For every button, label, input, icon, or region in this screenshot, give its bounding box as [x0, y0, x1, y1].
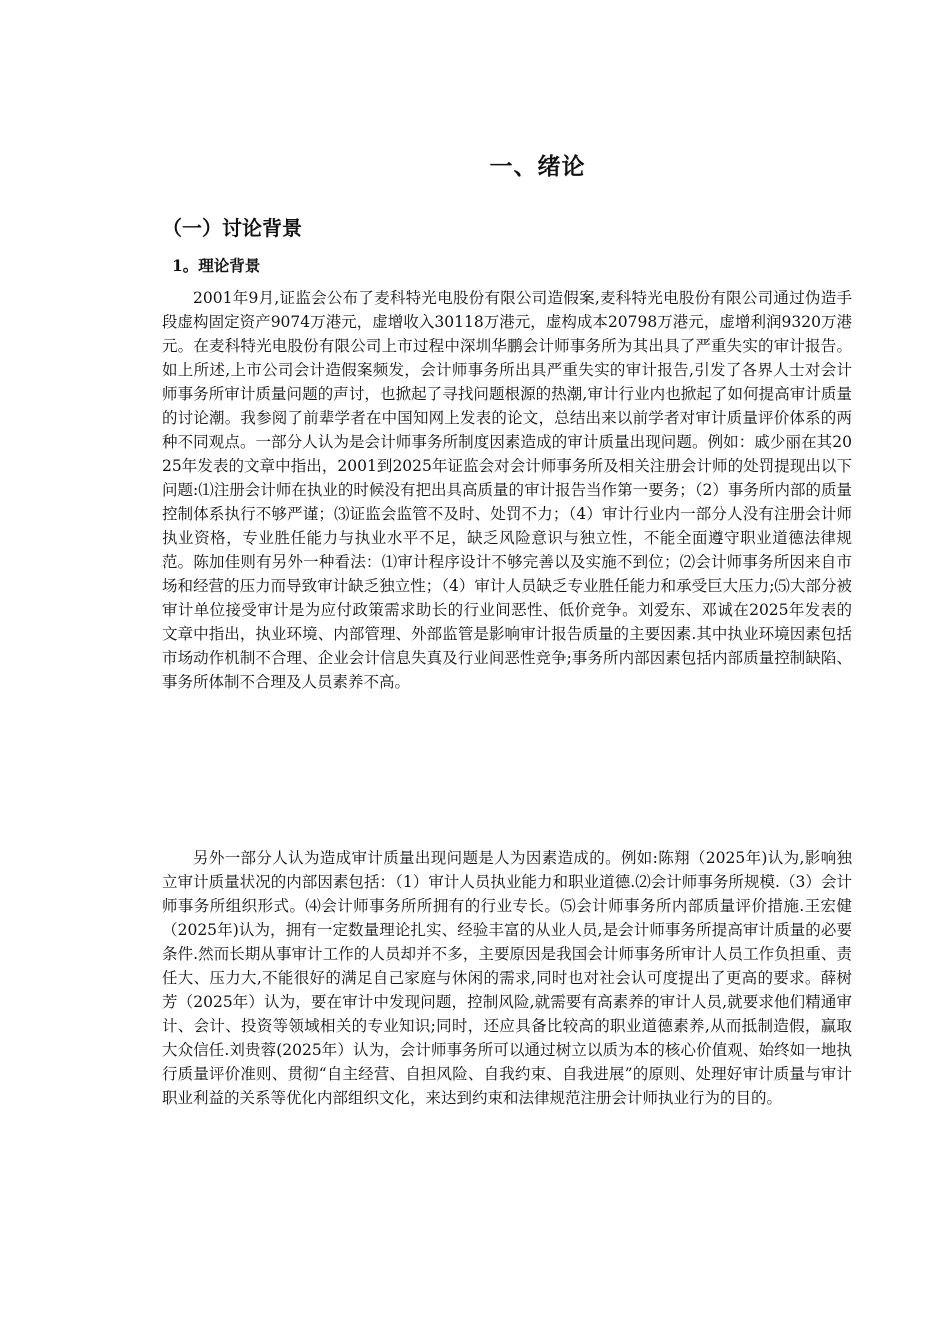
- chapter-title: 一、绪论: [489, 153, 586, 180]
- section-title: （一）讨论背景: [162, 216, 302, 240]
- body-paragraph-1: 2001年9月,证监会公布了麦科特光电股份有限公司造假案,麦科特光电股份有限公司通过伪造手段虚构固定资产9074万港元，虚增收入30118万港元，虚构成本20798万港元，虚增利润9320万港元。在麦科特光电股份有限公司上市过程中深圳华鹏会计师事务所为其出具了严重失实的审计报告。如上所述,上市公司会计造假案频发，会计师事务所出具严重失实的审计报告,引发了各界人士对会计师事务所审计质量问题的声讨，也掀起了寻找问题根源的热潮,审计行业内也掀起了如何提高审计质量的讨论潮。我参阅了前辈学者在中国知网上发表的论文，总结出来以前学者对审计质量评价体系的两种不同观点。一部分人认为是会计师事务所制度因素造成的审计质量出现问题。例如：戚少丽在其2025年发表的文章中指出，2001到2025年证监会对会计师事务所及相关注册会计师的处罚提现出以下问题:⑴注册会计师在执业的时候没有把出具高质量的审计报告当作第一要务；（2）事务所内部的质量控制体系执行不够严谨；⑶证监会监管不及时、处罚不力；（4）审计行业内一部分人没有注册会计师执业资格，专业胜任能力与执业水平不足，缺乏风险意识与独立性，不能全面遵守职业道德法律规范。陈加佳则有另外一种看法：⑴审计程序设计不够完善以及实施不到位；⑵会计师事务所因来自市场和经营的压力而导致审计缺乏独立性；（4）审计人员缺乏专业胜任能力和承受巨大压力;⑸大部分被审计单位接受审计是为应付政策需求助长的行业间恶性、低价竞争。刘爱东、邓诚在2025年发表的文章中指出，执业环境、内部管理、外部监管是影响审计报告质量的主要因素.其中执业环境因素包括市场动作机制不合理、企业会计信息失真及行业间恶性竞争;事务所内部因素包括内部质量控制缺陷、事务所体制不合理及人员素养不高。: [162, 289, 852, 691]
- body-paragraph-2: 另外一部分人认为造成审计质量出现问题是人为因素造成的。例如:陈翔（2025年)认为,影响独立审计质量状况的内部因素包括：（1）审计人员执业能力和职业道德.⑵会计师事务所规模.（3）会计师事务所组织形式。⑷会计师事务所所拥有的行业专长。⑸会计师事务所内部质量评价措施.王宏健（2025年)认为，拥有一定数量理论扎实、经验丰富的从业人员,是会计师事务所提高审计质量的必要条件.然而长期从事审计工作的人员却并不多，主要原因是我国会计师事务所审计人员工作负担重、责任大、压力大,不能很好的满足自己家庭与休闲的需求,同时也对社会认可度提出了更高的要求。薛树芳（2025年）认为，要在审计中发现问题，控制风险,就需要有高素养的审计人员,就要求他们精通审计、会计、投资等领域相关的专业知识;同时，还应具备比较高的职业道德素养,从而抵制造假，赢取大众信任.刘贵蓉(2025年）认为，会计师事务所可以通过树立以质为本的核心价值观、始终如一地执行质量评价准则、贯彻“自主经营、自担风险、自我约束、自我进展”的原则、处理好审计质量与审计职业利益的关系等优化内部组织文化，来达到约束和法律规范注册会计师执业行为的目的。: [162, 849, 852, 1107]
- subsection-title: 1。理论背景: [172, 256, 261, 275]
